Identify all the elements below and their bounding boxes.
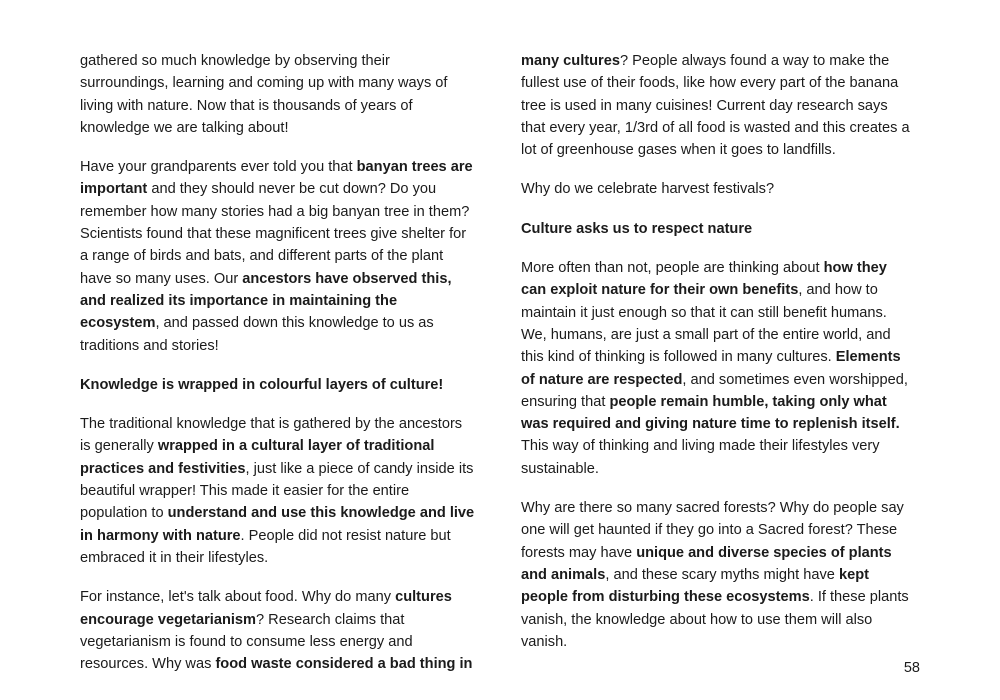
paragraph-harvest-festivals-question: Why do we celebrate harvest festivals? [521,181,775,198]
paragraph-banyan-trees: Have your grandparents ever told you that banyan trees are important and they should never be cut down? Do you remember how many stories had a big banyan tree in them? Scientists found that these magnificent trees give shelter for a range of birds and bats, and different parts of the plant have so many uses. Our ancestors have observed this, and realized its importance in maintaining the ecosystem, and passed down this knowledge to us as traditions and stories! [80,159,473,354]
paragraph-many-cultures: many cultures? People always found a way to make the fullest use of their foods, like how every part of the banana tree is used in many cuisines! Current day research says that every year, 1/3rd of all food is wasted and this creates a lot of greenhouse gases when it goes to landfills. [521,53,910,159]
emphasis-text: Knowledge is wrapped in colourful layers of culture! [80,376,444,393]
emphasis-text: how they can exploit nature for their own benefits [521,260,887,299]
heading-culture-respect-nature [521,218,916,240]
emphasis-text: understand and use this knowledge and live in harmony with nature [80,505,475,544]
paragraph-knowledge-observing: gathered so much knowledge by observing their surroundings, learning and coming up with many ways of living with nature. Now that is thousands of years of knowledge we are talking about! [80,53,448,136]
paragraph-traditional-knowledge: The traditional knowledge that is gathered by the ancestors is generally wrapped in a cultural layer of traditional practices and festivities, just like a piece of candy inside its beautiful wrapper! This made it easier for the entire population to understand and use this knowledge and live in harmony with nature. People did not resist nature but embraced it in their lifestyles. [80,416,475,566]
heading-knowledge-colourful-layers [80,374,475,396]
emphasis-text: cultures encourage vegetarianism [80,589,452,628]
emphasis-text: unique and diverse species of plants and animals [521,544,892,583]
emphasis-text: kept people from disturbing these ecosystems [521,566,869,606]
emphasis-text: ancestors have observed this, and realized its importance in maintaining the ecosystem [80,270,452,332]
right-column [521,50,916,650]
emphasis-text: food waste considered a bad thing in [215,656,473,673]
emphasis-text: wrapped in a cultural layer of traditional practices and festivities [80,438,435,477]
left-column [80,50,475,673]
emphasis-text: banyan trees are important [80,159,473,198]
paragraph-exploit-nature: More often than not, people are thinking about how they can exploit nature for their own benefits, and how to maintain it just enough so that it can still benefit humans. We, humans, are just a small part of the entire world, and this kind of thinking is followed in many cultures. Elements of nature are respected, and sometimes even worshipped, ensuring that people remain humble, taking only what was required and giving nature time to replenish itself. This way of thinking and living made their lifestyles very sustainable. [521,260,908,477]
paragraph-sacred-forests: Why are there so many sacred forests? Why do people say one will get haunted if they go into a Sacred forest? These forests may have unique and diverse species of plants and animals, and these scary myths might have kept people from disturbing these ecosystems. If these plants vanish, the knowledge about how to use them will also vanish. [521,500,909,650]
emphasis-text: many cultures [521,53,620,69]
emphasis-text: Elements of nature are respected [521,349,901,388]
emphasis-text: Culture asks us to respect nature [521,220,753,237]
emphasis-text: people remain humble, taking only what was required and giving nature time to replenish itself. [521,393,900,433]
paragraph-food-vegetarianism: For instance, let's talk about food. Why do many cultures encourage vegetarianism? Research claims that vegetarianism is found to consume less energy and resources. Why was food waste considered a bad thing in [80,589,473,673]
page-number: 58 [903,660,920,676]
